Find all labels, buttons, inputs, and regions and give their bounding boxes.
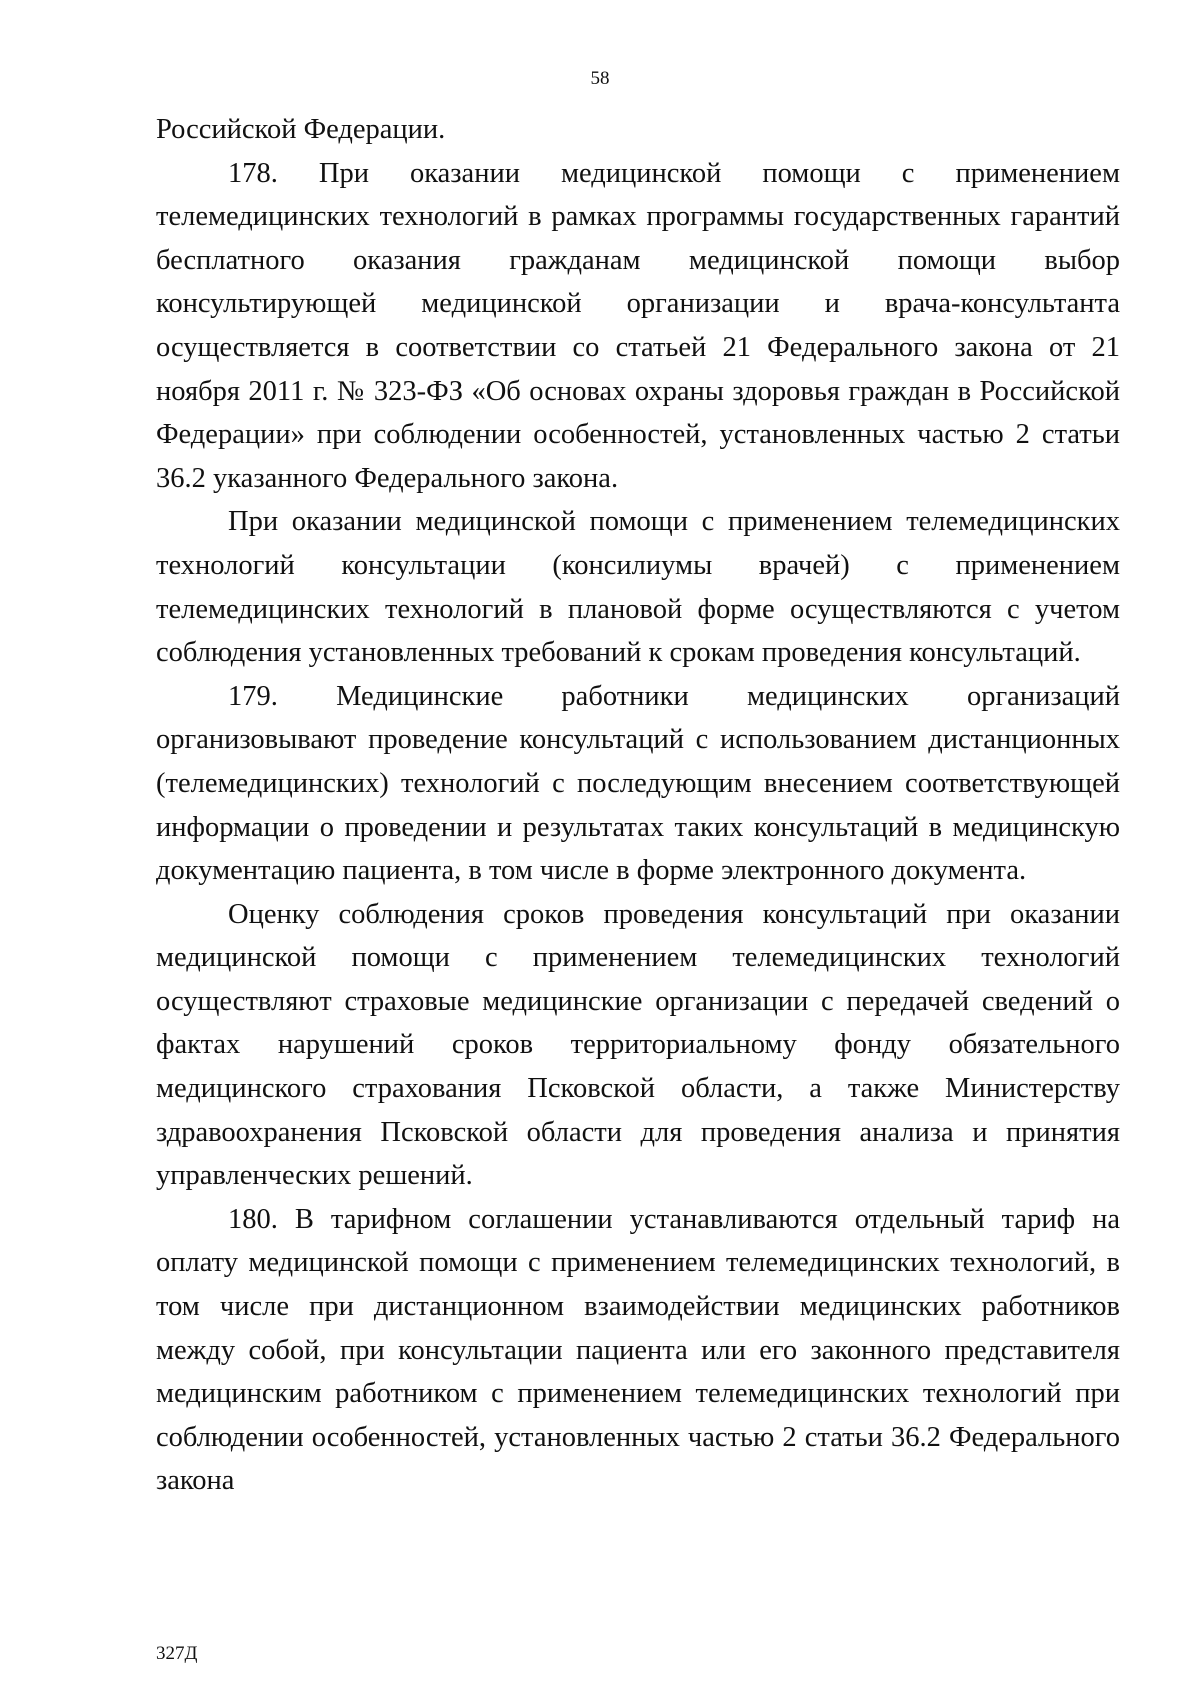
paragraph-planned-consultations: При оказании медицинской помощи с применением телемедицинских технологий консультации (консилиумы врачей) с применением телемедицинских технологий в плановой форме осуществляются с учетом соблюдения установленных требований к срокам проведения консультаций.	[156, 506, 1120, 669]
page-number: 58	[590, 68, 610, 89]
document-code: 327Д	[156, 1643, 198, 1664]
document-body	[156, 108, 1120, 1503]
paragraph-180: 180. В тарифном соглашении устанавливаются отдельный тариф на оплату медицинской помощи с применением телемедицинских технологий, в том числе при дистанционном взаимодействии медицинских работников между собой, при консультации пациента или его законного представителя медицинским работником с применением телемедицинских технологий при соблюдении особенностей, установленных частью 2 статьи 36.2 Федерального закона	[156, 1203, 1120, 1497]
paragraph-179: 179. Медицинские работники медицинских организаций организовывают проведение консультаций с использованием дистанционных (телемедицинских) технологий с последующим внесением соответствующей информации о проведении и результатах таких консультаций в медицинскую документацию пациента, в том числе в форме электронного документа.	[156, 680, 1120, 887]
paragraph-deadline-assessment: Оценку соблюдения сроков проведения консультаций при оказании медицинской помощи с применением телемедицинских технологий осуществляют страховые медицинские организации с передачей сведений о фактах нарушений сроков территориальному фонду обязательного медицинского страхования Псковской области, а также Министерству здравоохранения Псковской области для проведения анализа и принятия управленческих решений.	[156, 898, 1120, 1192]
paragraph-178: 178. При оказании медицинской помощи с применением телемедицинских технологий в рамках программы государственных гарантий бесплатного оказания гражданам медицинской помощи выбор консультирующей медицинской организации и врача-консультанта осуществляется в соответствии со статьей 21 Федерального закона от 21 ноября 2011 г. № 323-ФЗ «Об основах охраны здоровья граждан в Российской Федерации» при соблюдении особенностей, установленных частью 2 статьи 36.2 указанного Федерального закона.	[156, 157, 1120, 494]
paragraph-continuation: Российской Федерации.	[156, 114, 446, 145]
